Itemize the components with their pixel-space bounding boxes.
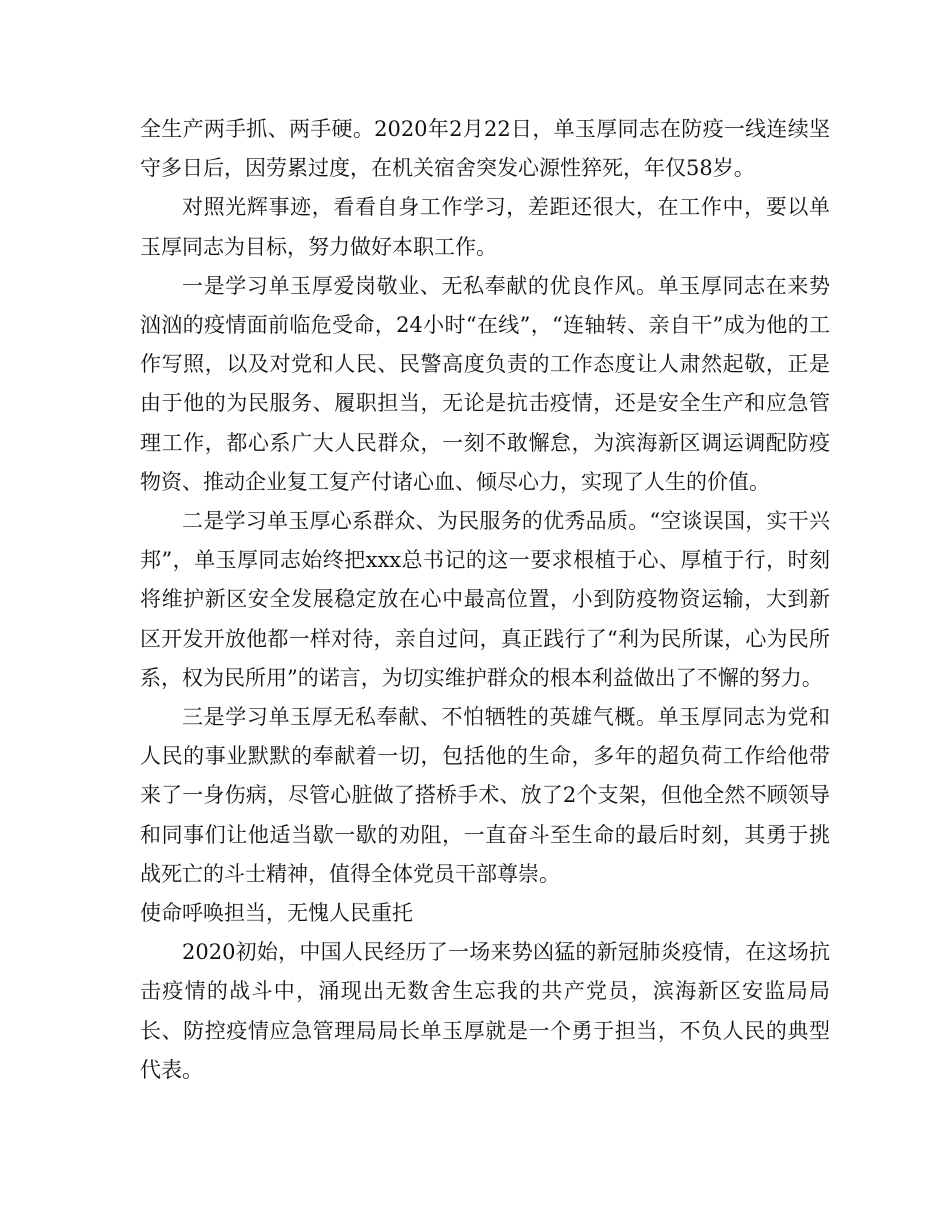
paragraph-point-three: 三是学习单玉厚无私奉献、不怕牺牲的英雄气概。单玉厚同志为党和人民的事业默默的奉献着一切，包括他的生命，多年的超负荷工作给他带来了一身伤病，尽管心脏做了搭桥手术、放了2个支架，但他全然不顾领导和同事们让他适当歇一歇的劝阻，一直奋斗至生命的最后时刻，其勇于挑战死亡的斗士精神，值得全体党员干部尊崇。 bbox=[140, 705, 830, 886]
paragraph-point-two: 二是学习单玉厚心系群众、为民服务的优秀品质。“空谈误国，实干兴邦”，单玉厚同志始终把xxx总书记的这一要求根植于心、厚植于行，时刻将维护新区安全发展稳定放在心中最高位置，小到防疫物资运输，大到新区开发开放他都一样对待，亲自过问，真正践行了“利为民所谋，心为民所系，权为民所用”的诺言，为切实维护群众的根本利益做出了不懈的努力。 bbox=[140, 509, 830, 690]
section-heading: 使命呼唤担当，无愧人民重托 bbox=[140, 901, 413, 926]
document-page bbox=[140, 110, 830, 1090]
paragraph-intro: 2020初始，中国人民经历了一场来势凶猛的新冠肺炎疫情，在这场抗击疫情的战斗中，涌现出无数舍生忘我的共产党员，滨海新区安监局局长、防控疫情应急管理局局长单玉厚就是一个勇于担当，不负人民的典型代表。 bbox=[140, 940, 830, 1082]
paragraph-reflection: 对照光辉事迹，看看自身工作学习，差距还很大，在工作中，要以单玉厚同志为目标，努力做好本职工作。 bbox=[140, 195, 830, 259]
paragraph-continuation: 全生产两手抓、两手硬。2020年2月22日，单玉厚同志在防疫一线连续坚守多日后，因劳累过度，在机关宿舍突发心源性猝死，年仅58岁。 bbox=[140, 117, 830, 181]
paragraph-point-one: 一是学习单玉厚爱岗敬业、无私奉献的优良作风。单玉厚同志在来势汹汹的疫情面前临危受命，24小时“在线”，“连轴转、亲自干”成为他的工作写照，以及对党和人民、民警高度负责的工作态度让人肃然起敬，正是由于他的为民服务、履职担当，无论是抗击疫情，还是安全生产和应急管理工作，都心系广大人民群众，一刻不敢懈怠，为滨海新区调运调配防疫物资、推动企业复工复产付诸心血、倾尽心力，实现了人生的价值。 bbox=[140, 273, 830, 494]
